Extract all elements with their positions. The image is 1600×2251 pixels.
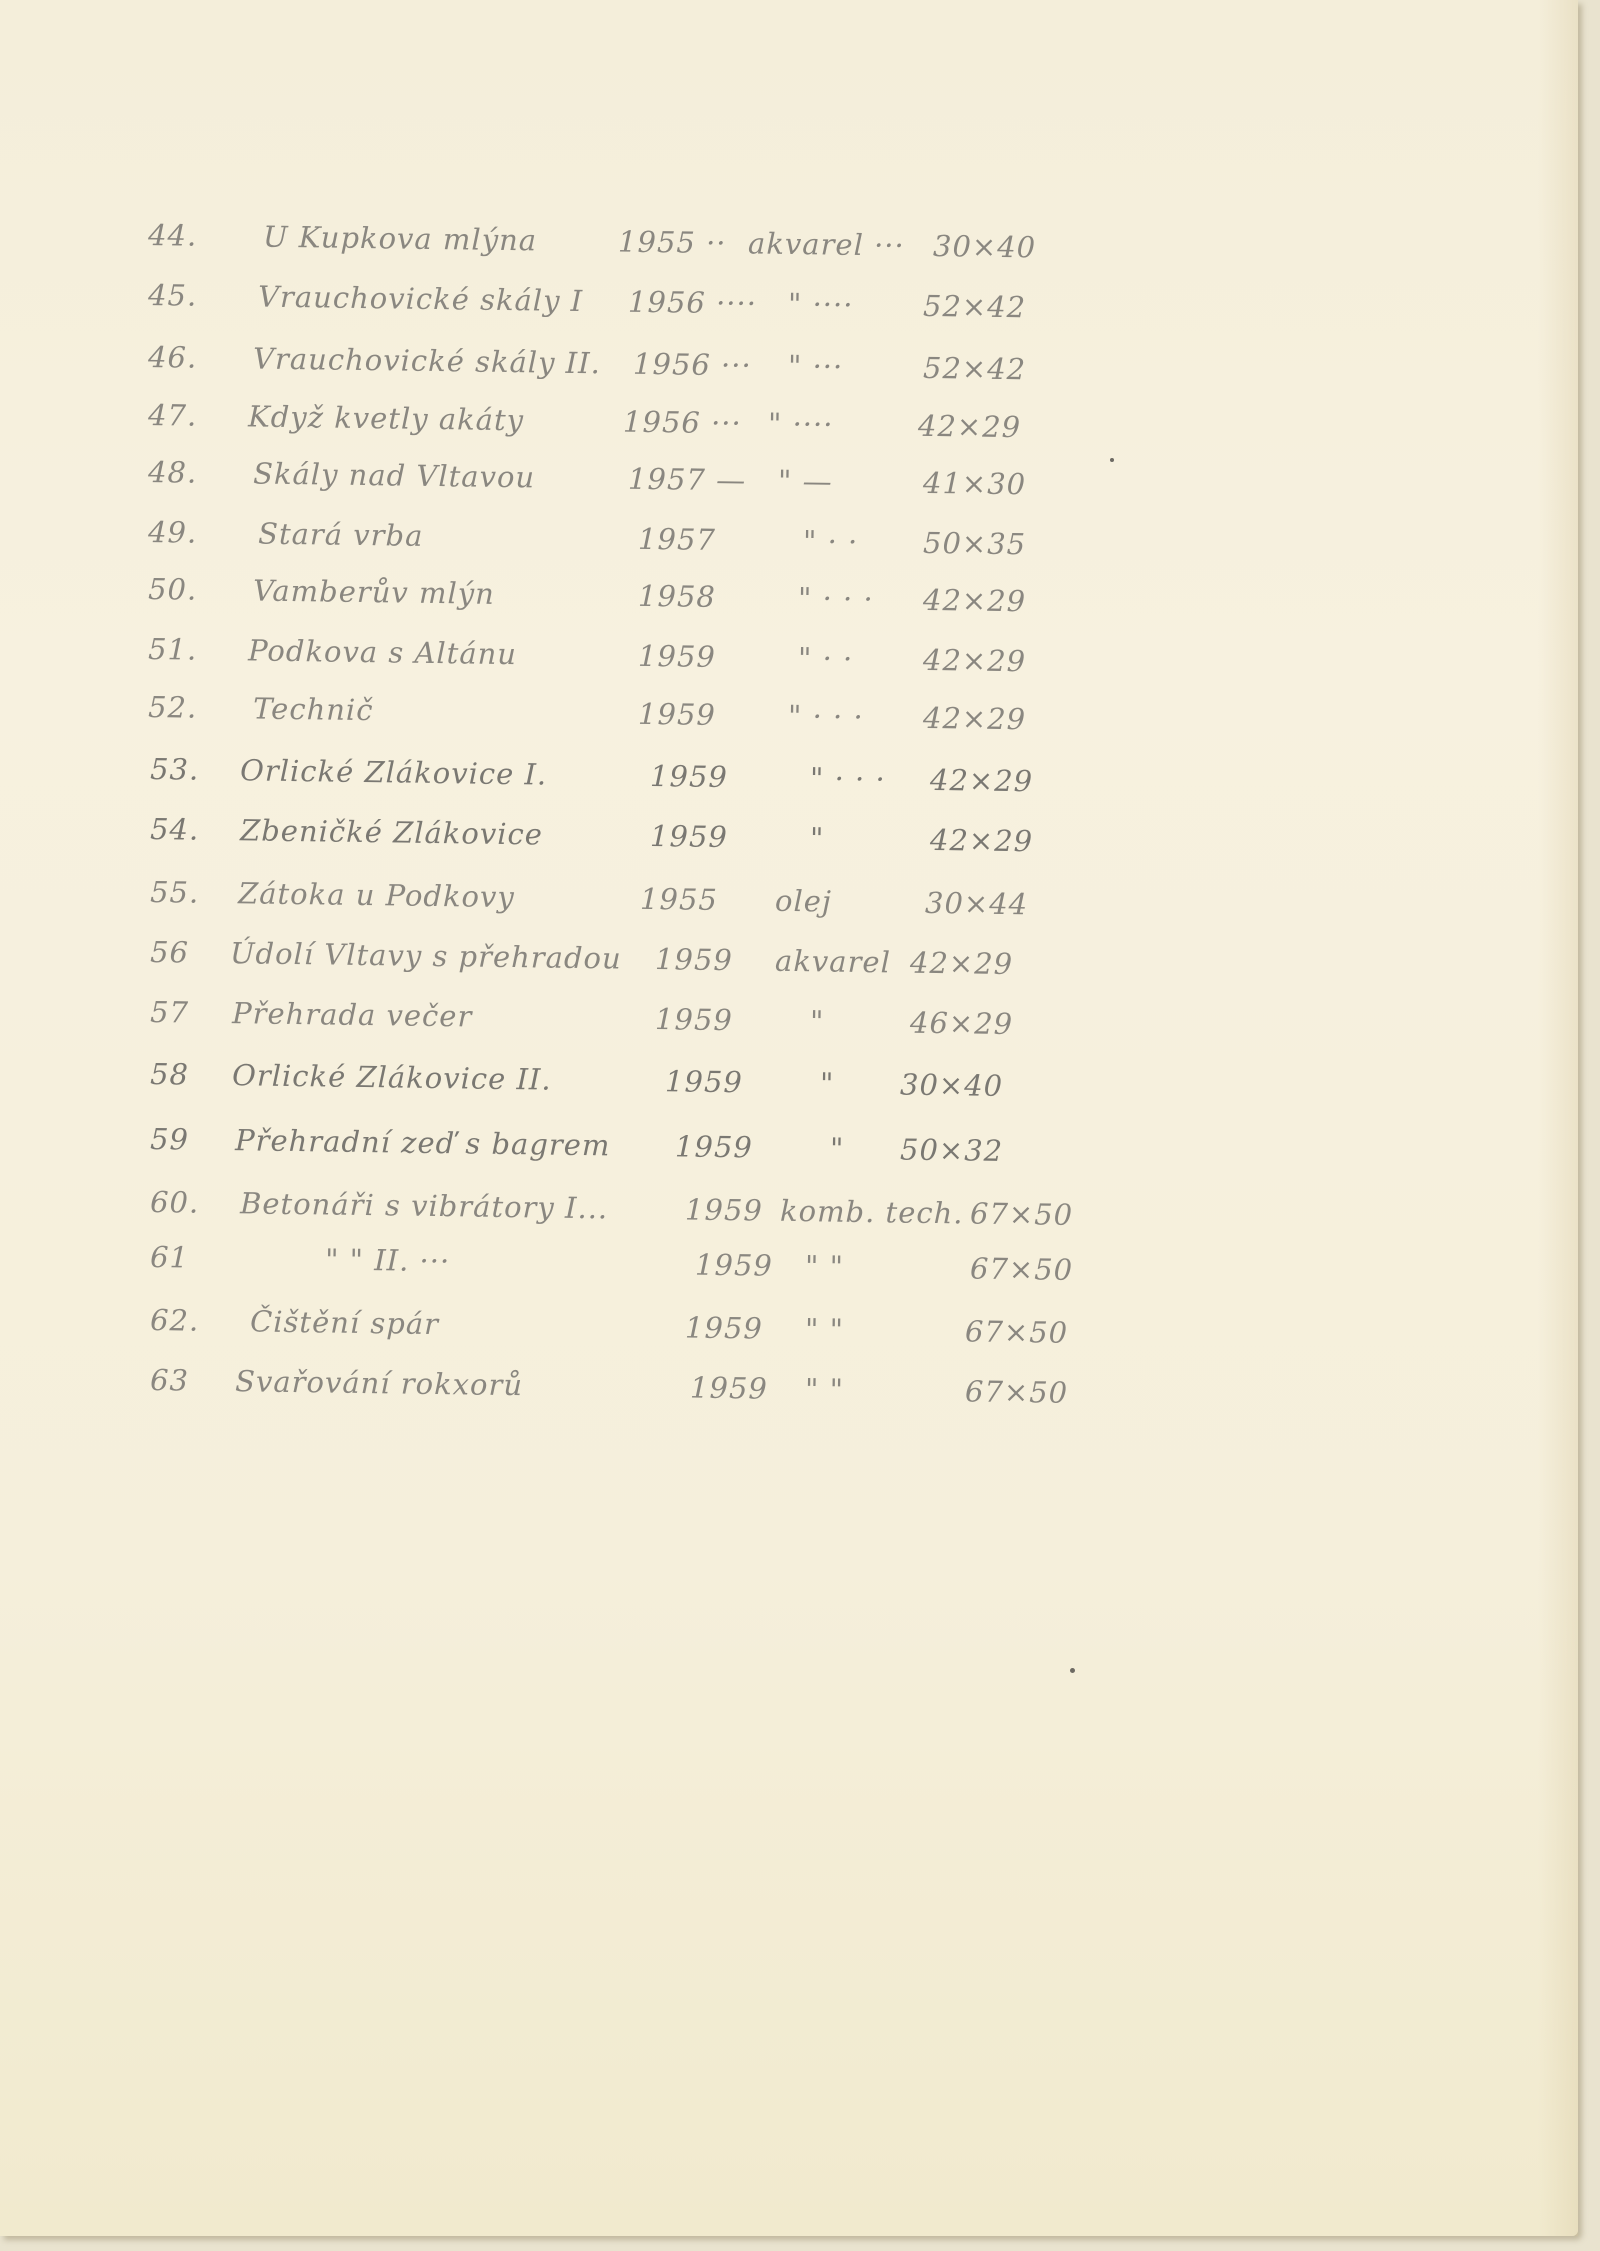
- entry-title: Vamberův mlýn: [252, 573, 496, 611]
- entry-size: 67×50: [964, 1314, 1069, 1350]
- entry-size: 30×44: [924, 885, 1029, 922]
- entry-year: 1959: [649, 758, 729, 795]
- entry-title: Skály nad Vltavou: [252, 456, 536, 495]
- entry-title: Stará vrba: [257, 516, 424, 553]
- entry-title: " " II. ···: [324, 1242, 451, 1279]
- entry-title: Zátoka u Podkovy: [237, 876, 516, 915]
- list-item: [147, 632, 1027, 682]
- entry-number: 59: [149, 1122, 190, 1157]
- entry-medium: " ": [804, 1312, 845, 1347]
- entry-size: 42×29: [922, 582, 1027, 619]
- entry-size: 50×35: [922, 525, 1027, 562]
- entry-title: Orlické Zlákovice II.: [231, 1058, 552, 1097]
- entry-size: 42×29: [909, 945, 1014, 982]
- list-item: [147, 455, 1027, 505]
- entry-year: 1959: [674, 1129, 754, 1165]
- entry-size: 67×50: [964, 1374, 1069, 1410]
- entry-year: 1955: [639, 881, 719, 917]
- entry-size: 52×42: [922, 288, 1027, 325]
- entry-year: 1959: [649, 818, 729, 855]
- entry-title: Vrauchovické skály II.: [252, 341, 602, 381]
- entry-medium: " · · ·: [797, 581, 874, 617]
- entry-year: 1956 ····: [627, 284, 758, 321]
- list-item: [149, 1240, 1074, 1290]
- entry-size: 30×40: [932, 228, 1037, 265]
- entry-year: 1957 —: [627, 461, 747, 498]
- entry-title: Zbeničké Zlákovice: [239, 813, 544, 852]
- entry-title: Orlické Zlákovice I.: [239, 753, 548, 792]
- entry-number: 56: [149, 935, 190, 970]
- list-item: [147, 515, 1027, 565]
- entry-size: 67×50: [969, 1251, 1074, 1287]
- entry-medium: ": [809, 1004, 825, 1039]
- list-item: [147, 340, 1027, 390]
- entry-number: 60.: [149, 1185, 200, 1220]
- list-item: [149, 935, 1014, 985]
- entry-medium: akvarel ···: [747, 226, 905, 263]
- entry-year: 1959: [684, 1192, 764, 1228]
- entry-medium: " ····: [787, 286, 854, 322]
- entry-medium: komb. tech.: [779, 1193, 964, 1231]
- entry-size: 46×29: [909, 1005, 1014, 1042]
- entry-year: 1956 ···: [622, 404, 742, 441]
- entry-number: 45.: [147, 278, 198, 313]
- entry-year: 1959: [694, 1247, 774, 1283]
- entry-number: 50.: [147, 572, 198, 607]
- entry-title: Přehrada večer: [231, 996, 473, 1034]
- entry-medium: ": [819, 1066, 835, 1101]
- entry-medium: ": [829, 1131, 845, 1166]
- list-item: [147, 278, 1027, 328]
- entry-size: 42×29: [929, 822, 1034, 859]
- entry-year: 1959: [664, 1064, 744, 1100]
- ink-speck: [1070, 1668, 1075, 1673]
- entry-year: 1959: [654, 942, 734, 978]
- entry-size: 42×29: [922, 642, 1027, 679]
- entry-medium: ": [809, 821, 825, 856]
- list-item: [149, 812, 1034, 862]
- entry-title: Betonáři s vibrátory I...: [239, 1186, 609, 1226]
- entry-medium: akvarel: [774, 943, 892, 980]
- entry-year: 1959: [637, 638, 717, 674]
- list-item: [149, 752, 1034, 802]
- entry-medium: " ···: [787, 348, 844, 384]
- entry-size: 50×32: [899, 1132, 1004, 1168]
- entry-title: Svařování rokxorů: [234, 1364, 524, 1403]
- list-item: [149, 875, 1029, 925]
- entry-number: 61: [149, 1240, 190, 1275]
- entry-year: 1956 ···: [632, 346, 752, 383]
- entry-number: 52.: [147, 690, 198, 725]
- entry-medium: " · ·: [802, 524, 859, 559]
- entry-medium: " ": [804, 1249, 845, 1284]
- entry-size: 41×30: [922, 465, 1027, 502]
- entry-number: 55.: [149, 875, 200, 910]
- entry-medium: " —: [777, 463, 833, 499]
- list-item: [149, 1122, 1004, 1172]
- entry-title: Čištění spár: [249, 1304, 440, 1342]
- entry-number: 51.: [147, 632, 198, 667]
- entry-size: 42×29: [929, 762, 1034, 799]
- entry-number: 62.: [149, 1303, 200, 1338]
- entry-number: 49.: [147, 515, 198, 550]
- entry-number: 44.: [147, 218, 198, 253]
- entry-medium: " · · ·: [809, 761, 886, 797]
- entry-year: 1959: [654, 1002, 734, 1038]
- entry-size: 30×40: [899, 1067, 1004, 1103]
- entry-title: Přehradní zeď s bagrem: [234, 1123, 611, 1163]
- entry-year: 1959: [637, 696, 717, 732]
- entry-size: 67×50: [969, 1196, 1074, 1232]
- entry-title: U Kupkova mlýna: [262, 219, 538, 258]
- list-item: [149, 1363, 1069, 1413]
- ink-speck: [1110, 458, 1114, 462]
- entry-year: 1958: [637, 578, 717, 614]
- list-item: [149, 1185, 1074, 1235]
- entry-size: 42×29: [917, 408, 1022, 445]
- entry-number: 48.: [147, 455, 198, 490]
- list-item: [149, 1057, 1004, 1107]
- entry-number: 47.: [147, 398, 198, 433]
- list-item: [147, 690, 1027, 740]
- entry-number: 54.: [149, 812, 200, 847]
- entry-year: 1955 ··: [617, 224, 727, 261]
- entry-number: 63: [149, 1363, 190, 1398]
- entry-size: 42×29: [922, 700, 1027, 737]
- list-item: [147, 572, 1027, 622]
- list-item: [147, 218, 1037, 268]
- entry-year: 1959: [684, 1310, 764, 1346]
- entry-title: Podkova s Altánu: [247, 633, 518, 672]
- entry-title: Když kvetly akáty: [247, 399, 525, 438]
- entry-year: 1959: [689, 1370, 769, 1406]
- entry-number: 57: [149, 995, 190, 1030]
- entry-medium: " ": [804, 1372, 845, 1407]
- entry-medium: olej: [774, 883, 833, 919]
- entry-title: Vrauchovické skály I: [257, 279, 584, 319]
- list-item: [149, 995, 1014, 1045]
- entry-number: 53.: [149, 752, 200, 787]
- entry-year: 1957: [637, 521, 717, 557]
- list-item: [149, 1303, 1069, 1353]
- entry-medium: " ····: [767, 406, 834, 442]
- entry-size: 52×42: [922, 350, 1027, 387]
- entry-number: 46.: [147, 340, 198, 375]
- entry-number: 58: [149, 1057, 190, 1092]
- entry-title: Údolí Vltavy s přehradou: [229, 936, 622, 976]
- entry-medium: " · ·: [797, 641, 854, 676]
- list-item: [147, 398, 1022, 448]
- entry-title: Technič: [252, 691, 374, 728]
- entry-medium: " · · ·: [787, 698, 864, 734]
